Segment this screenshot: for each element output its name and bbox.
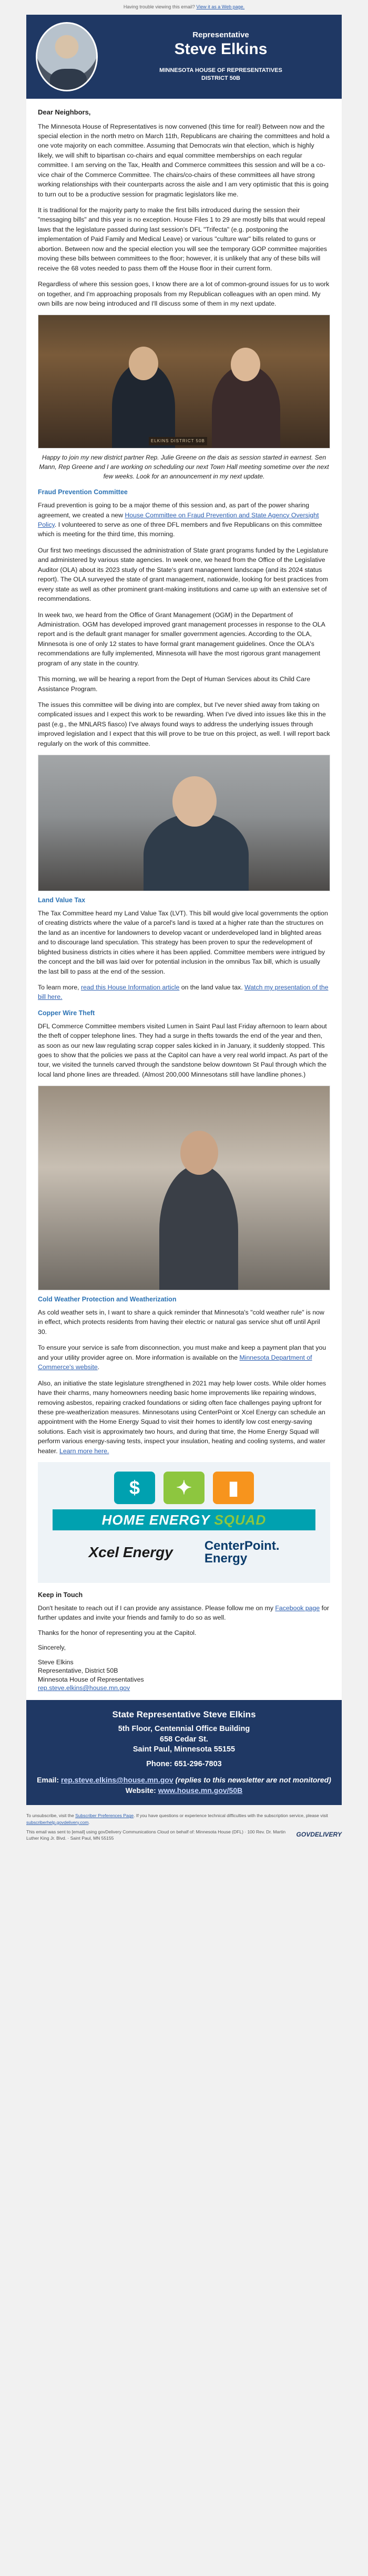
nameplate: ELKINS DISTRICT 50B	[149, 437, 207, 445]
committee-hearing-photo	[38, 755, 330, 891]
commerce-website-link[interactable]: Minnesota Department of Commerce's website	[38, 1353, 312, 1371]
footer-address-line: Saint Paul, Minnesota 55155	[132, 1745, 236, 1754]
cold-weather-paragraph: Also, an initiative the state legislature strengthened in 2021 may help lower costs. While older homes have their charms, many homeowners needing basic home improvements like repairing windows, removing asbestos, repairing cracked foundations or siding often face challenges paying upfront for these pre-weatherization measures. Minnesotans using CenterPoint or Xcel Energy can schedule an appointment with the Home Energy Squad to visit their homes to identify low cost energy-saving solutions. Each visit is approximately two hours, and during that time, the Home Energy Squad will perform various energy-saving tests, inspect your insulation, heating and cooling systems, and water heater. Learn more here.	[38, 1379, 326, 1455]
intro-paragraph: The Minnesota House of Representatives is now convened (this time for real!) Between now and the special election in the north metro on March 11th, Republicans are chairing the committees and hold a one vote majority on each committee. Assuming that Democrats win that election, which is highly likely, we will shift to bipartisan co-chairs and equal committee memberships on each regular committee. I am serving on the Tax, Health and Commerce committees this session and will be a co-vice chair of the Commerce Committee. The chairs/co-chairs of these committees all have strong working relationships with their counterparts across the aisle and I am very optimistic that this is going to turn out to be a productive session for pragmatic legislators like me.	[38, 122, 330, 198]
footer-website: Website: www.house.mn.gov/50B	[125, 1786, 243, 1795]
header-office-line1: MINNESOTA HOUSE OF REPRESENTATIVES	[159, 67, 282, 74]
fraud-committee-link[interactable]: House Committee on Fraud Prevention and State Agency Oversight Policy	[38, 511, 319, 528]
sponsor-logos	[38, 1540, 330, 1565]
learn-more-link[interactable]: Learn more here.	[59, 1447, 109, 1455]
keep-in-touch-heading: Keep in Touch	[38, 1591, 83, 1599]
footer-phone: Phone: 651-296-7803	[146, 1759, 222, 1768]
photo-caption: Happy to join my new district partner Rep. Julie Greene on the dais as session started in earnest. Sen Mann, Rep Greene and I are working on scheduling our next Town Hall meeting sometime over the next few weeks. Look for an announcement in my next update.	[39, 454, 329, 481]
fraud-paragraph: Fraud prevention is going to be a major theme of this session and, as part of the power sharing agreement, we created a new House Committee on Fraud Prevention and State Agency Oversight Policy. I volunteered to serve as one of three DFL members and five Republicans on this committee which is meeting for the third time, this morning.	[38, 502, 322, 538]
cold-weather-paragraph: As cold weather sets in, I want to share a quick reminder that Minnesota's "cold weather rule" is now in effect, which protects residents from having their electric or natural gas service shut off until April 30.	[38, 1309, 324, 1336]
newsletter-header	[26, 15, 342, 99]
signature-email-link[interactable]: rep.steve.elkins@house.mn.gov	[38, 1684, 130, 1692]
newsletter-body	[26, 99, 342, 1700]
intro-paragraph: It is traditional for the majority party to make the first bills introduced during the session their "messaging bills" and this year is no exception. House Files 1 to 29 are mostly bills that would repeal laws that the legislature passed during last session's DFL "Trifecta" (e.g. postponing the implementation of Paid Family and Medical Leave) or various "culture war" bills related to guns or abortion. Between now and the special election you will see the temporary GOP committee majorities moving these bills between committees to the floor; however, it is unlikely that any of these bills will receive the 68 votes needed to pass them off the House floor in their current form.	[38, 206, 327, 272]
header-name: Steve Elkins	[174, 40, 268, 58]
footer-address-line: 5th Floor, Centennial Office Building	[118, 1725, 250, 1733]
thermostat-icon: ▮	[213, 1472, 254, 1504]
tunnel-photo	[38, 1086, 330, 1290]
header-rep-label: Representative	[192, 30, 249, 39]
intro-paragraph: Regardless of where this session goes, I know there are a lot of common-ground issues for us to work on together, and I'm approaching proposals from my Republican colleagues with an open mind. My own bills are now being introduced and I'll discuss some of them in my next update.	[38, 280, 330, 307]
header-office	[105, 67, 336, 82]
fraud-paragraph: This morning, we will be hearing a report from the Dept of Human Services about its Child Care Assistance Program.	[38, 675, 311, 693]
footer-title: State Representative Steve Elkins	[112, 1709, 256, 1719]
hes-title: HOME ENERGY SQUAD	[53, 1509, 315, 1530]
land-value-tax-links: To learn more, read this House Information article on the land value tax. Watch my presentation of the bill here.	[38, 984, 329, 1001]
footer-email: Email: rep.steve.elkins@house.mn.gov (replies to this newsletter are not monitored)	[37, 1776, 331, 1785]
closing: Sincerely,	[38, 1644, 66, 1652]
header-text	[105, 30, 336, 82]
cold-weather-paragraph: To ensure your service is safe from disconnection, you must make and keep a payment plan that you and your utility provider agree on. More information is available on the Minnesota Department of Commerce's website.	[38, 1344, 326, 1371]
sent-by-text: This email was sent to [email] using govDelivery Communications Cloud on behalf of: Minnesota House (DFL) · 100 Rev. Dr. Martin Luther King Jr. Blvd. · Saint Paul, MN 55155	[26, 1829, 286, 1841]
fraud-paragraph: In week two, we heard from the Office of Grant Management (OGM) in the Department of Administration. OGM has developed improved grant management processes in response to the OLA report and is the default grant manager for smaller government agencies. According to the OLA, Minnesota is one of only 12 states to have formal grant management guidelines. Once the OLA's recommendations are fully implemented, Minnesota will have the most rigorous grant management program of any state in the country.	[38, 611, 325, 667]
copper-paragraph: DFL Commerce Committee members visited Lumen in Saint Paul last Friday afternoon to learn about the theft of copper telephone lines. They had a surge in thefts towards the end of the year and then, as soon as our new law regulating scrap copper sales kicked in in January, it suddenly stopped. This goes to show that the policies we pass at the Capitol can have a very real world impact. As part of the tour, we visited the tunnels carved through the sandstone below downtown St Paul through which the local land phone lines are threaded. (Almost 200,000 Minnesotans still have landline phones.)	[38, 1022, 328, 1078]
xcel-energy-logo: Xcel Energy	[88, 1544, 173, 1561]
view-online-text: Having trouble viewing this email?	[123, 4, 195, 9]
fraud-paragraph: The issues this committee will be diving into are complex, but I've never shied away from taking on complicated issues and I expect this work to be rewarding. When I've dived into issues like this in the past (e.g., the MNLARS fiasco) I've always found ways to address the underlying issues through improved legislation and I expect that this will prove to be true on this project, as well. I will report back regularly on the work of this committee.	[38, 701, 330, 747]
govdelivery-logo: GOVDELIVERY	[296, 1831, 342, 1839]
land-value-tax-heading: Land Value Tax	[38, 896, 86, 904]
watch-presentation-link[interactable]: Watch my presentation of the bill here.	[38, 984, 329, 1001]
greeting: Dear Neighbors,	[38, 108, 91, 116]
newsletter	[26, 15, 342, 1805]
keep-in-touch-paragraph: Don't hesitate to reach out if I can provide any assistance. Please follow me on my Facebook page for further updates and invite your friends and family to do so as well.	[38, 1604, 329, 1622]
centerpoint-logo: CenterPoint. Energy	[204, 1539, 280, 1566]
cold-weather-heading: Cold Weather Protection and Weatherization	[38, 1296, 177, 1303]
facebook-link[interactable]: Facebook page	[275, 1604, 320, 1612]
money-icon: $	[114, 1472, 155, 1504]
thanks-paragraph: Thanks for the honor of representing you at the Capitol.	[38, 1629, 197, 1636]
land-value-tax-paragraph: The Tax Committee heard my Land Value Tax (LVT). This bill would give local governments the option of creating districts where the value of a parcel's land is taxed at a higher rate than the structures on the land as an incentive for landowners to develop vacant or underdeveloped land in blighted areas and to discourage land speculation. This strategy has been proven to spur the redevelopment of blighted business districts in cities where it has been applied. Committee members were intrigued by the concept and the bill was laid over for potential inclusion in the omnibus Tax bill, which is usually the last bill to pass at the end of the session.	[38, 909, 328, 975]
subscription-footer	[26, 1805, 342, 1844]
signature: Steve Elkins Representative, District 50B Minnesota House of Representatives rep.steve.elkins@house.mn.gov	[38, 1658, 144, 1692]
subscriber-preferences-link[interactable]: Subscriber Preferences Page	[75, 1813, 134, 1819]
keep-in-touch	[38, 1590, 330, 1693]
sent-by-row	[26, 1829, 342, 1842]
hes-icon-row	[38, 1472, 330, 1504]
footer-website-link[interactable]: www.house.mn.gov/50B	[158, 1786, 243, 1795]
footer-address-line: 658 Cedar St.	[160, 1735, 208, 1744]
house-info-article-link[interactable]: read this House Information article	[81, 984, 180, 991]
home-energy-squad-banner	[38, 1462, 330, 1583]
dais-photo	[38, 315, 330, 449]
unsubscribe-text: To unsubscribe, visit the Subscriber Preferences Page. If you have questions or experience technical difficulties with the subscription service, please visit subscriberhelp.govdelivery.com.	[26, 1813, 328, 1825]
contact-footer	[26, 1700, 342, 1805]
view-online-link[interactable]: View it as a Web page.	[196, 4, 245, 9]
lightbulb-icon: ✦	[163, 1472, 205, 1504]
footer-email-link[interactable]: rep.steve.elkins@house.mn.gov	[61, 1776, 173, 1785]
subscriber-help-link[interactable]: subscriberhelp.govdelivery.com	[26, 1819, 89, 1825]
fraud-paragraph: Our first two meetings discussed the administration of State grant programs funded by the Legislature and administered by various state agencies. In week one, we heard from the Office of the Legislative Auditor (OLA) about its 2023 study of the State's grant management landscape (and its 2024 status report). The OLA surveyed the state of grant management, nationwide, looking for best practices from every state as well as other prominent grant-making institutions and came up with an extensive set of recommendations.	[38, 546, 329, 603]
copper-heading: Copper Wire Theft	[38, 1009, 95, 1017]
fraud-heading: Fraud Prevention Committee	[38, 488, 128, 496]
representative-portrait	[36, 22, 98, 91]
header-office-line2: DISTRICT 50B	[201, 75, 240, 81]
view-online-note	[0, 0, 368, 15]
